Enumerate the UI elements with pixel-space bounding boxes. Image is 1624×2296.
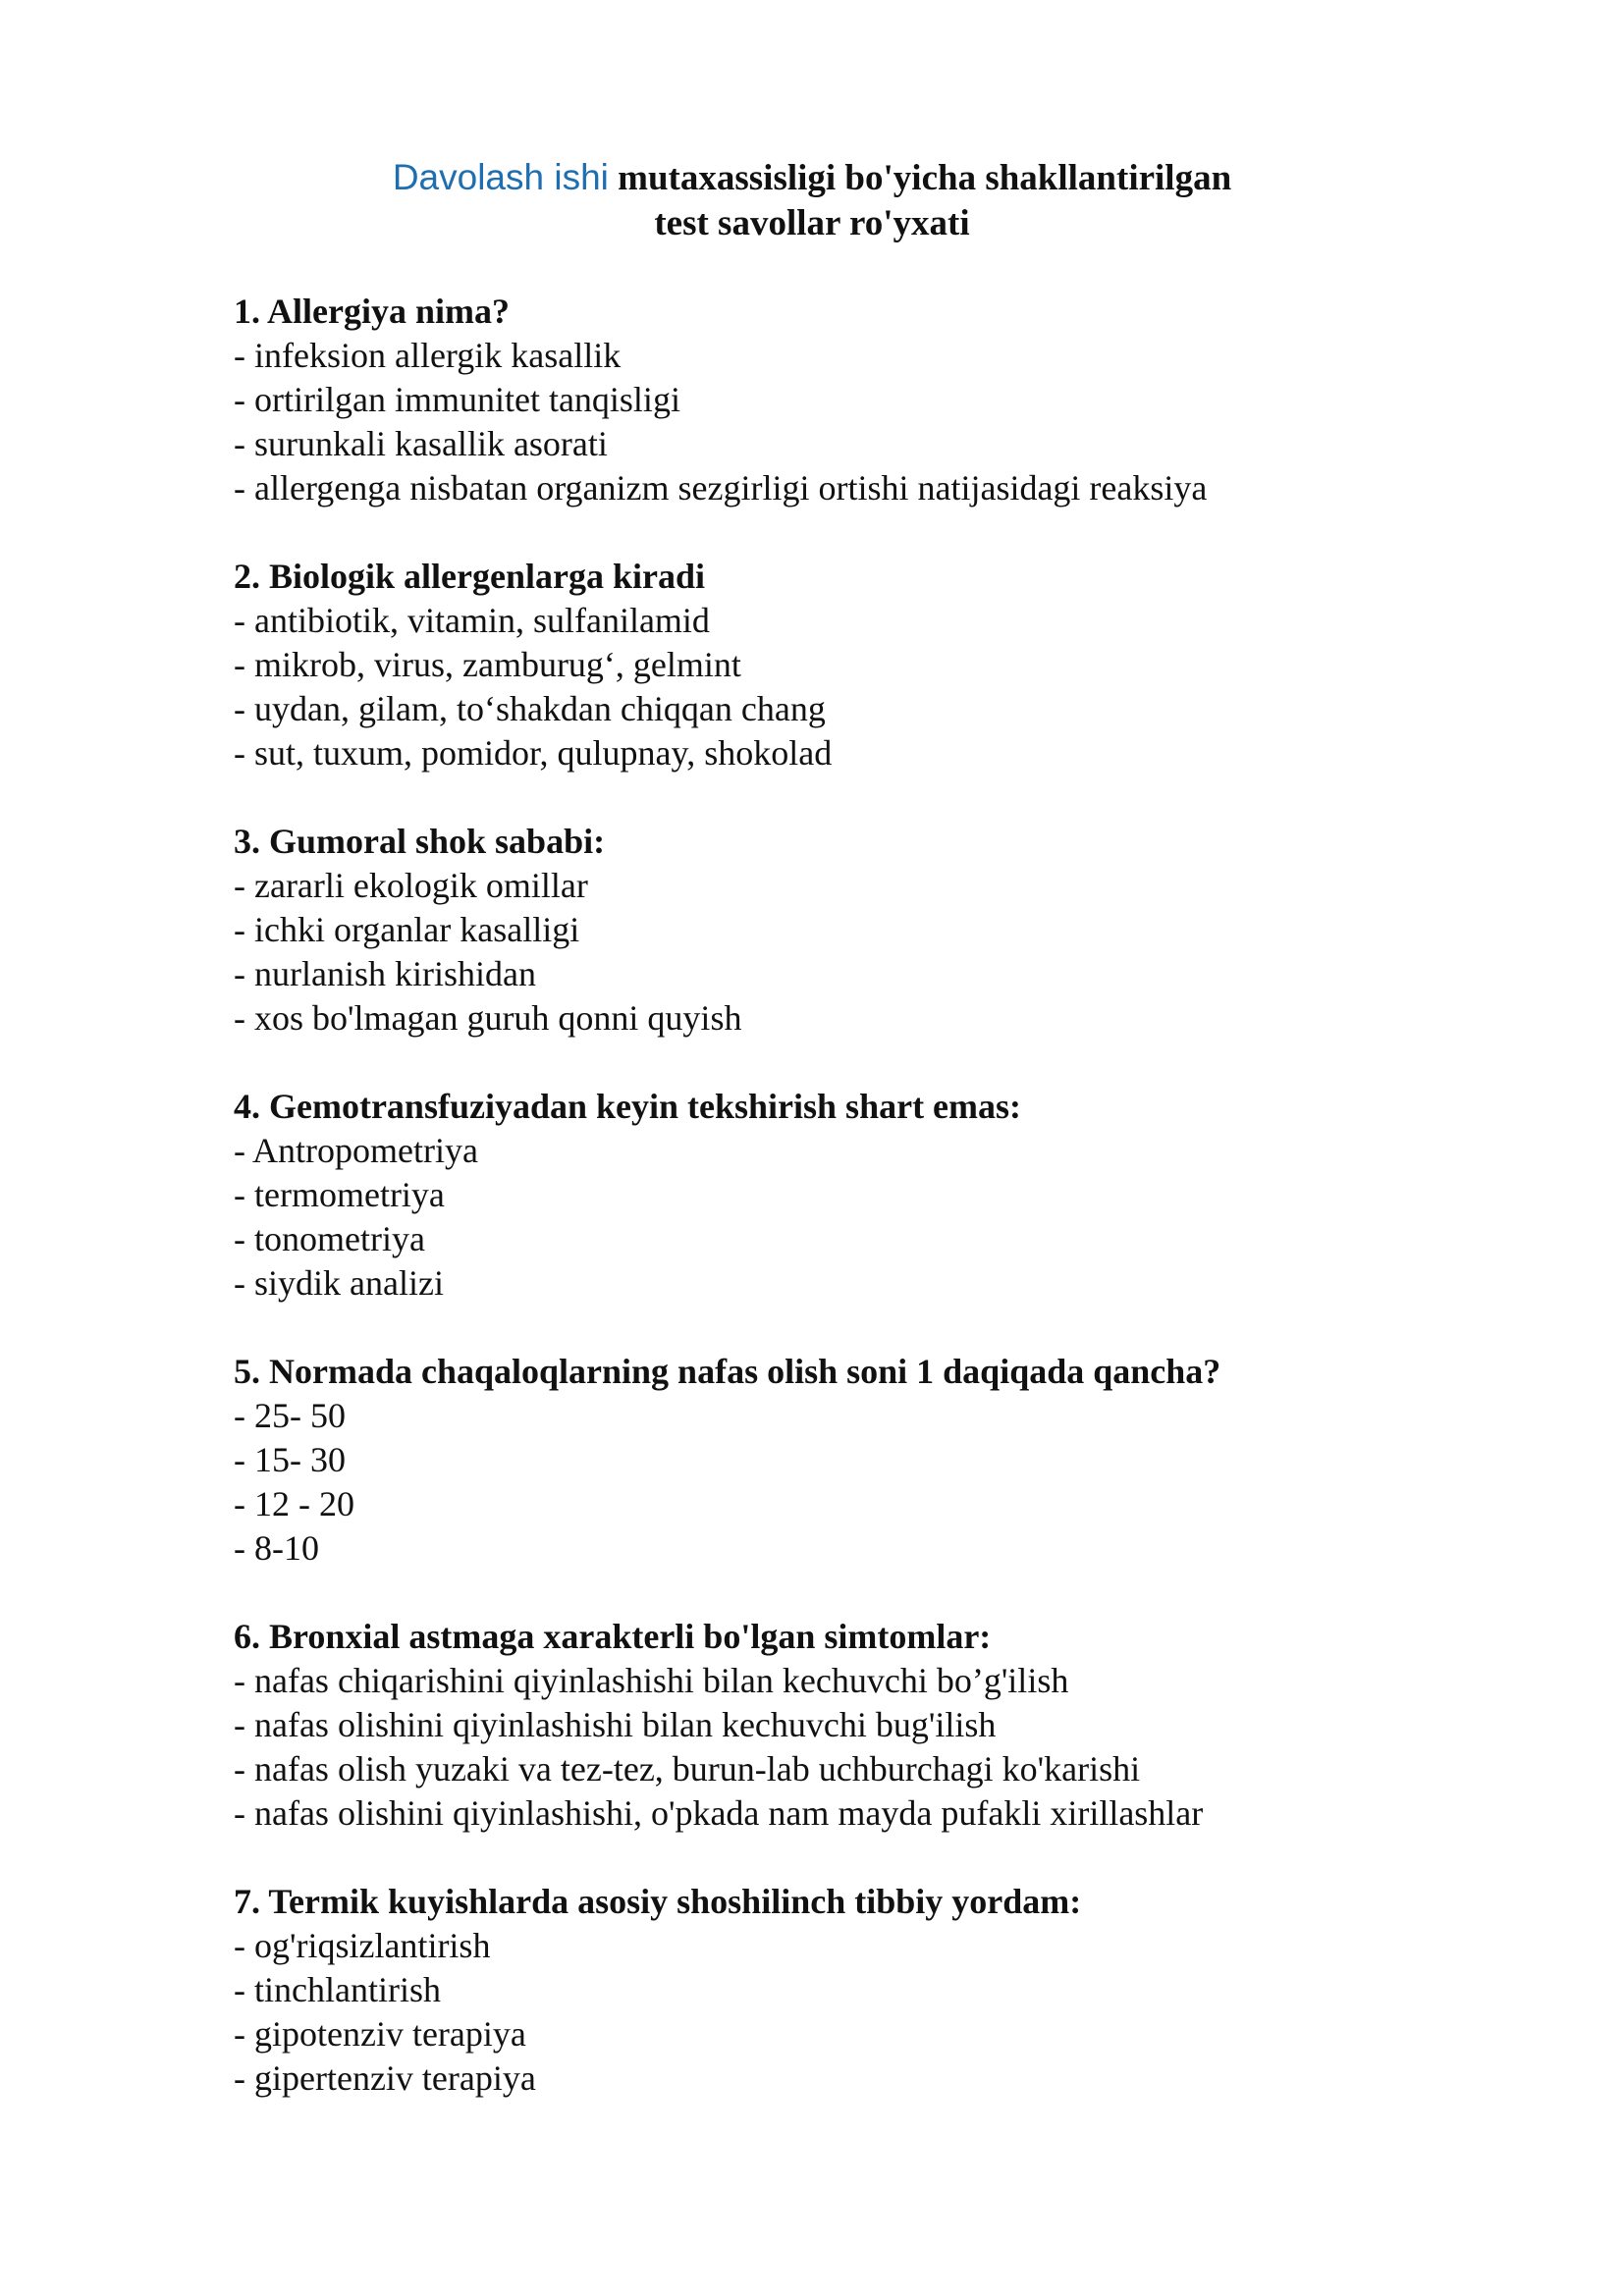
answer-option: - nafas chiqarishini qiyinlashishi bilan kechuvchi bo’g'ilish [234,1661,1069,1700]
question-text: 2. Biologik allergenlarga kiradi [234,557,706,596]
answer-option: - nafas olishini qiyinlashishi bilan kechuvchi bug'ilish [234,1705,997,1744]
question-text: 7. Termik kuyishlarda asosiy shoshilinch tibbiy yordam: [234,1882,1082,1921]
answer-option: - 15- 30 [234,1440,346,1479]
answer-option: - nurlanish kirishidan [234,954,536,993]
answer-option: - termometriya [234,1175,445,1214]
question-text: 1. Allergiya nima? [234,292,510,331]
answer-option: - siydik analizi [234,1263,444,1303]
answer-option: - gipotenziv terapiya [234,2014,526,2054]
answer-option: - antibiotik, vitamin, sulfanilamid [234,601,710,640]
answer-option: - 8-10 [234,1528,319,1568]
answer-option: - 12 - 20 [234,1484,354,1523]
answer-option: - nafas olishini qiyinlashishi, o'pkada nam mayda pufakli xirillashlar [234,1793,1204,1833]
question-text: 6. Bronxial astmaga xarakterli bo'lgan simtomlar: [234,1617,992,1656]
answer-option: - og'riqsizlantirish [234,1926,491,1965]
question-block [234,1880,1589,2101]
question-block [234,555,1589,775]
answer-option: - tonometriya [234,1219,425,1258]
answer-option: - Antropometriya [234,1131,478,1170]
answer-option: - zararli ekologik omillar [234,866,588,905]
answer-option: - surunkali kasallik asorati [234,424,608,463]
question-text: 4. Gemotransfuziyadan keyin tekshirish shart emas: [234,1087,1022,1126]
answer-option: - nafas olish yuzaki va tez-tez, burun-lab uchburchagi ko'karishi [234,1749,1141,1789]
answer-option: - allergenga nisbatan organizm sezgirligi ortishi natijasidagi reaksiya [234,468,1208,507]
title-line-2: test savollar ro'yxati [654,203,970,243]
answer-option: - xos bo'lmagan guruh qonni quyish [234,998,742,1038]
question-block [234,1085,1589,1306]
question-text: 3. Gumoral shok sababi: [234,822,606,861]
answer-option: - uydan, gilam, to‘shakdan chiqqan chang [234,689,826,728]
answer-option: - sut, tuxum, pomidor, qulupnay, shokolad [234,733,833,773]
title-rest: mutaxassisligi bo'yicha shakllantirilgan [608,158,1232,198]
answer-option: - ortirilgan immunitet tanqisligi [234,380,680,419]
answer-option: - mikrob, virus, zamburug‘, gelmint [234,645,741,684]
question-block [234,820,1589,1041]
question-text: 5. Normada chaqaloqlarning nafas olish soni 1 daqiqada qancha? [234,1352,1221,1391]
question-block [234,290,1589,510]
answer-option: - infeksion allergik kasallik [234,336,622,375]
answer-option: - gipertenziv terapiya [234,2058,536,2098]
question-block [234,1350,1589,1571]
answer-option: - 25- 50 [234,1396,346,1435]
answer-option: - ichki organlar kasalligi [234,910,580,949]
question-list [234,290,1589,2145]
page-title [0,155,1624,246]
title-highlight: Davolash ishi [392,157,609,197]
answer-option: - tinchlantirish [234,1970,441,2009]
question-block [234,1615,1589,1836]
